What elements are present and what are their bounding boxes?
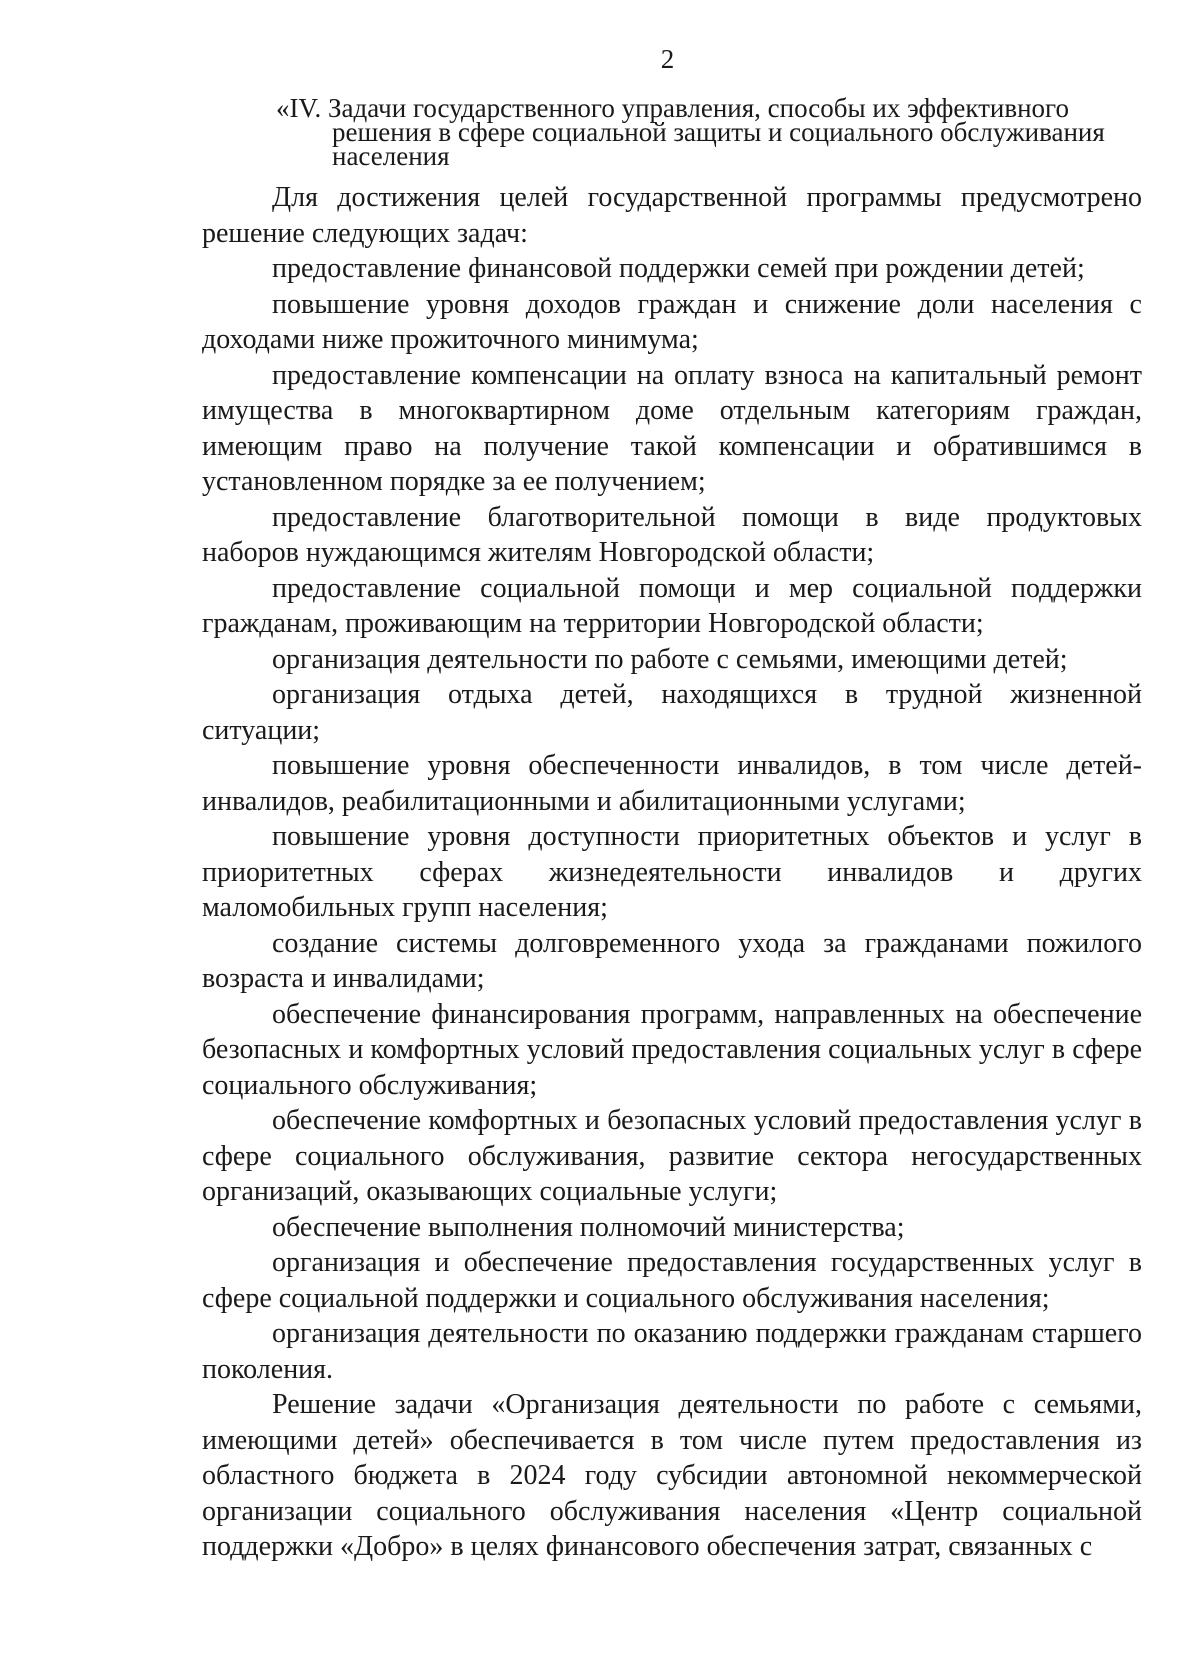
paragraph-task: повышение уровня обеспеченности инвалидов, в том числе детей-инвалидов, реабилитационными и абилитационными услугами;: [202, 750, 1142, 817]
body-text: [202, 180, 1142, 1565]
paragraph-task: организация и обеспечение предоставления государственных услуг в сфере социальной поддержки и социального обслуживания населения;: [202, 1247, 1142, 1314]
paragraph-solution: Решение задачи «Организация деятельности по работе с семьями, имеющими детей» обеспечивается в том числе путем предоставления из областного бюджета в 2024 году субсидии автономной некоммерческой организации социального обслуживания населения «Центр социальной поддержки «Добро» в целях финансового обеспечения затрат, связанных с: [202, 1389, 1142, 1562]
paragraph-task: предоставление финансовой поддержки семей при рождении детей;: [272, 253, 1085, 284]
section-heading: [276, 93, 1156, 171]
paragraph-task: обеспечение комфортных и безопасных условий предоставления услуг в сфере социального обслуживания, развитие сектора негосударственных организаций, оказывающих социальные услуги;: [202, 1105, 1142, 1207]
paragraph-task: обеспечение выполнения полномочий министерства;: [272, 1211, 905, 1243]
section-heading-line-1: «IV. Задачи государственного управления, способы их эффективного: [276, 93, 1069, 123]
paragraph-task: обеспечение финансирования программ, направленных на обеспечение безопасных и комфортных условий предоставления социальных услуг в сфере социального обслуживания;: [202, 998, 1142, 1101]
paragraph-intro: Для достижения целей государственной программы предусмотрено решение следующих задач:: [202, 182, 1142, 249]
section-heading-line-2: решения в сфере социальной защиты и социального обслуживания: [332, 117, 1105, 147]
paragraph-task: предоставление социальной помощи и мер социальной поддержки гражданам, проживающим на территории Новгородской области;: [202, 572, 1142, 639]
paragraph-task: повышение уровня доступности приоритетных объектов и услуг в приоритетных сферах жизнедеятельности инвалидов и других маломобильных групп населения;: [202, 821, 1142, 923]
section-heading-line-3: населения: [332, 141, 450, 171]
paragraph-task: повышение уровня доходов граждан и снижение доли населения с доходами ниже прожиточного минимума;: [202, 288, 1142, 355]
paragraph-task: организация отдыха детей, находящихся в трудной жизненной ситуации;: [202, 679, 1142, 746]
paragraph-task: организация деятельности по работе с семьями, имеющими детей;: [272, 643, 1068, 675]
paragraph-task: предоставление компенсации на оплату взноса на капитальный ремонт имущества в многоквартирном доме отдельным категориям граждан, имеющим право на получение такой компенсации и обратившимся в установленном порядке за ее получением;: [202, 359, 1142, 497]
paragraph-task: организация деятельности по оказанию поддержки гражданам старшего поколения.: [202, 1318, 1142, 1385]
paragraph-task: предоставление благотворительной помощи в виде продуктовых наборов нуждающимся жителям Новгородской области;: [202, 501, 1142, 568]
paragraph-task: создание системы долговременного ухода за гражданами пожилого возраста и инвалидами;: [202, 927, 1142, 994]
page-number: 2: [660, 44, 675, 74]
